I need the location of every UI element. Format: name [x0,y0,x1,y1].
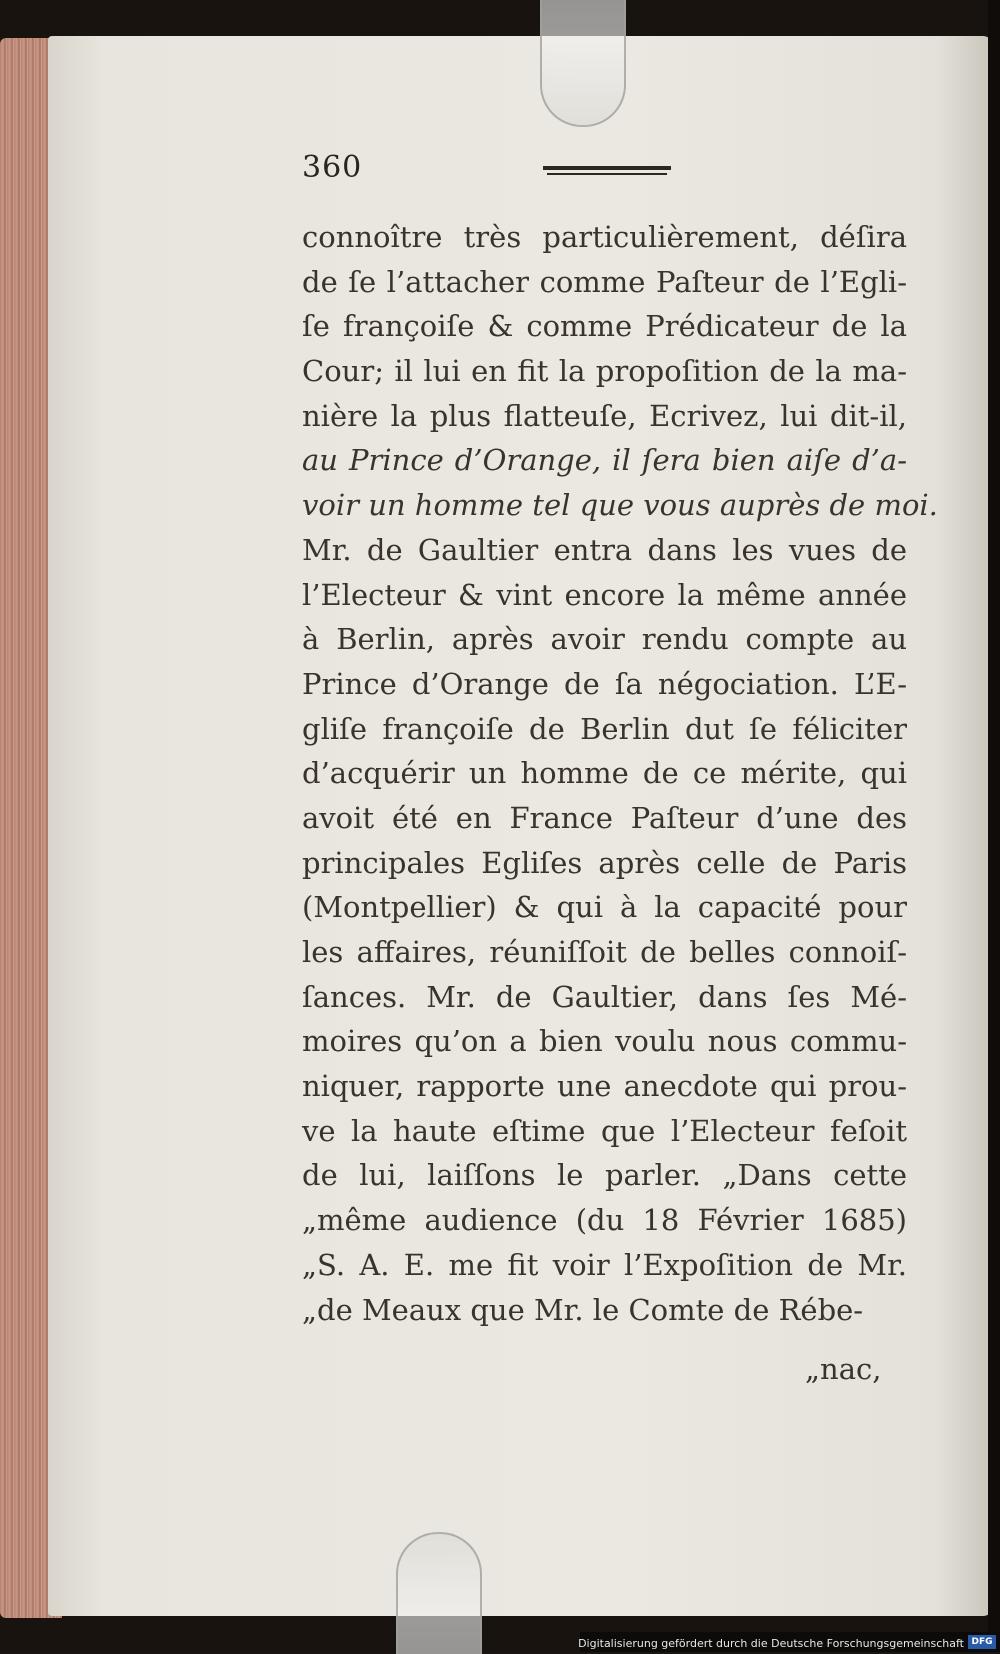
text-line: voir un homme tel que vous auprès de moi. [302,488,938,523]
text-line: avoit été en France Paſteur d’une des [302,800,907,835]
text-line: Prince d’Orange de ſa négociation. L’E- [302,666,907,701]
text-line: (Montpellier) & qui à la capacité pour [302,890,907,925]
digitization-credit: Digitalisierung gefördert durch die Deutsche Forschungsgemeinschaft [578,1637,964,1650]
bottom-page-clip [396,1532,482,1654]
text-line: nière la plus flatteuſe, Ecrivez, lui dit-il, [302,398,907,433]
text-line: Mr. de Gaultier entra dans les vues de [302,532,907,567]
text-line: ſe françoiſe & comme Prédicateur de la [302,309,907,344]
text-line: les affaires, réuniſſoit de belles connoiſ- [302,935,907,969]
text-line: principales Egliſes après celle de Paris [302,845,907,880]
text-line: Cour; il lui en fit la propoſition de la ma- [302,354,907,389]
text-line: connoître très particulièrement, déſira [302,220,907,254]
text-line: moires qu’on a bien voulu nous commu- [302,1024,907,1059]
text-line: „S. A. E. me fit voir l’Expoſition de Mr. [302,1247,907,1282]
text-line: de lui, laiſſons le parler. „Dans cette [302,1158,907,1193]
page-number: 360 [302,150,363,185]
text-line: ſances. Mr. de Gaultier, dans ſes Mé- [302,979,907,1014]
ornament-rule-thick [543,166,671,170]
text-line: de ſe l’attacher comme Paſteur de l’Egli- [302,264,907,299]
top-page-clip [540,0,626,127]
body-text [302,215,938,1332]
footer-bar [580,1632,1000,1652]
text-line: „de Meaux que Mr. le Comte de Rébe- [302,1292,864,1327]
text-line: l’Electeur & vint encore la même année [302,577,907,612]
right-shadow [988,0,1000,1652]
header-ornament [543,166,671,176]
ornament-rule-thin [547,173,667,175]
text-line: à Berlin, après avoir rendu compte au [302,622,907,657]
text-line: d’acquérir un homme de ce mérite, qui [302,756,907,791]
text-line: niquer, rapporte une anecdote qui prou- [302,1069,907,1104]
text-line: „même audience (du 18 Février 1685) [302,1203,907,1238]
dfg-logo: DFG [968,1635,996,1649]
text-line: au Prince d’Orange, il ſera bien aiſe d’a- [302,443,907,478]
text-line: ve la haute eſtime que l’Electeur feſoit [302,1113,907,1148]
catchword: „nac, [805,1352,882,1386]
text-line: gliſe françoiſe de Berlin dut ſe féliciter [302,711,907,746]
